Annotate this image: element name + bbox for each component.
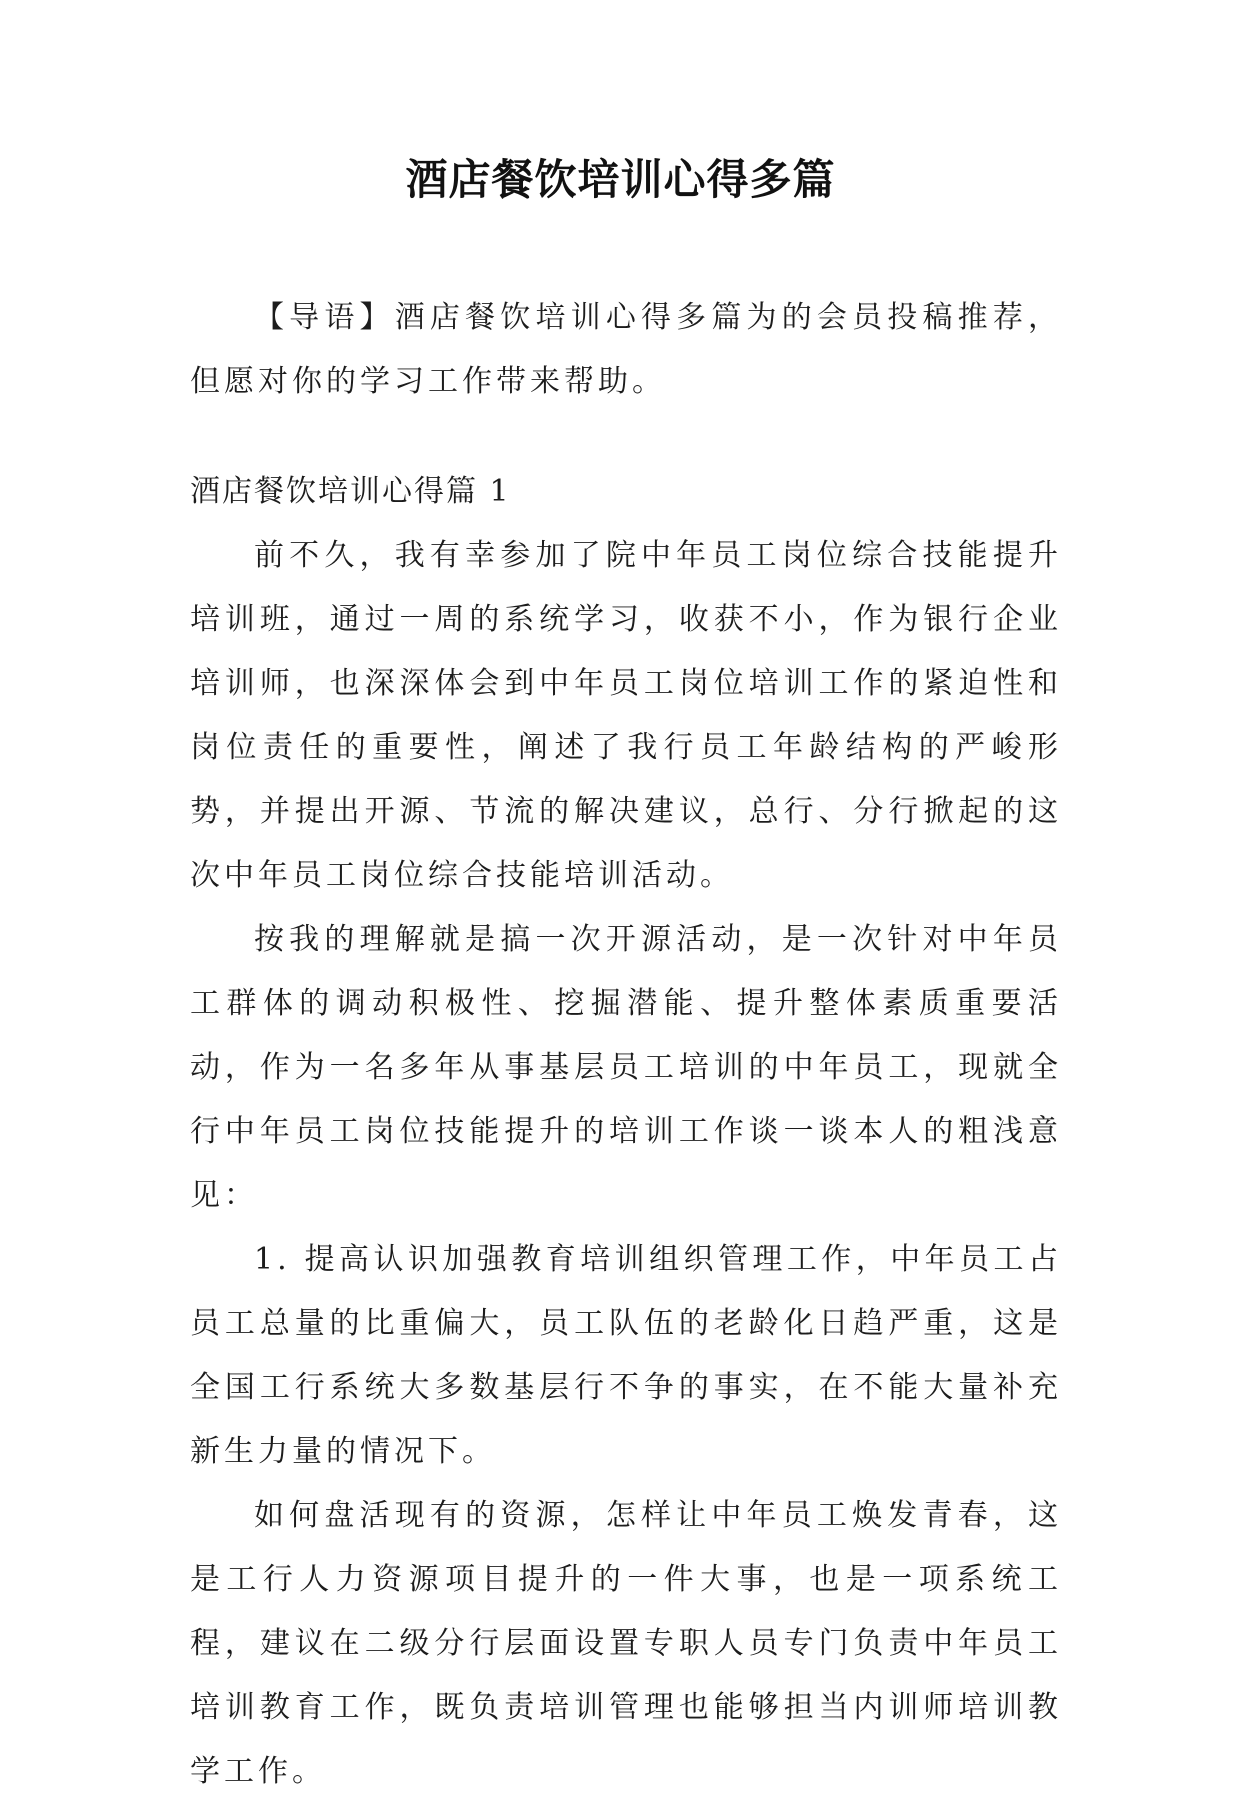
- body-paragraph-2: 按我的理解就是搞一次开源活动，是一次针对中年员工群体的调动积极性、挖掘潜能、提升整体素质重要活动，作为一名多年从事基层员工培训的中年员工，现就全行中年员工岗位技能提升的培训工作谈一谈本人的粗浅意见：: [190, 922, 1062, 1213]
- section-1: [190, 460, 1062, 1804]
- document-title: 酒店餐饮培训心得多篇: [405, 155, 836, 204]
- intro-block: [190, 286, 1062, 414]
- body-paragraph-1: 前不久，我有幸参加了院中年员工岗位综合技能提升培训班，通过一周的系统学习，收获不小，作为银行企业培训师，也深深体会到中年员工岗位培训工作的紧迫性和岗位责任的重要性，阐述了我行员工年龄结构的严峻形势，并提出开源、节流的解决建议，总行、分行掀起的这次中年员工岗位综合技能培训活动。: [190, 538, 1062, 893]
- body-paragraph-4: 如何盘活现有的资源，怎样让中年员工焕发青春，这是工行人力资源项目提升的一件大事，也是一项系统工程，建议在二级分行层面设置专职人员专门负责中年员工培训教育工作，既负责培训管理也能够担当内训师培训教学工作。: [190, 1498, 1062, 1789]
- body-paragraph-3: 1. 提高认识加强教育培训组织管理工作，中年员工占员工总量的比重偏大，员工队伍的老龄化日趋严重，这是全国工行系统大多数基层行不争的事实，在不能大量补充新生力量的情况下。: [190, 1242, 1062, 1469]
- intro-paragraph: 【导语】酒店餐饮培训心得多篇为的会员投稿推荐，但愿对你的学习工作带来帮助。: [190, 300, 1062, 399]
- section-heading: 酒店餐饮培训心得篇 1: [190, 474, 511, 509]
